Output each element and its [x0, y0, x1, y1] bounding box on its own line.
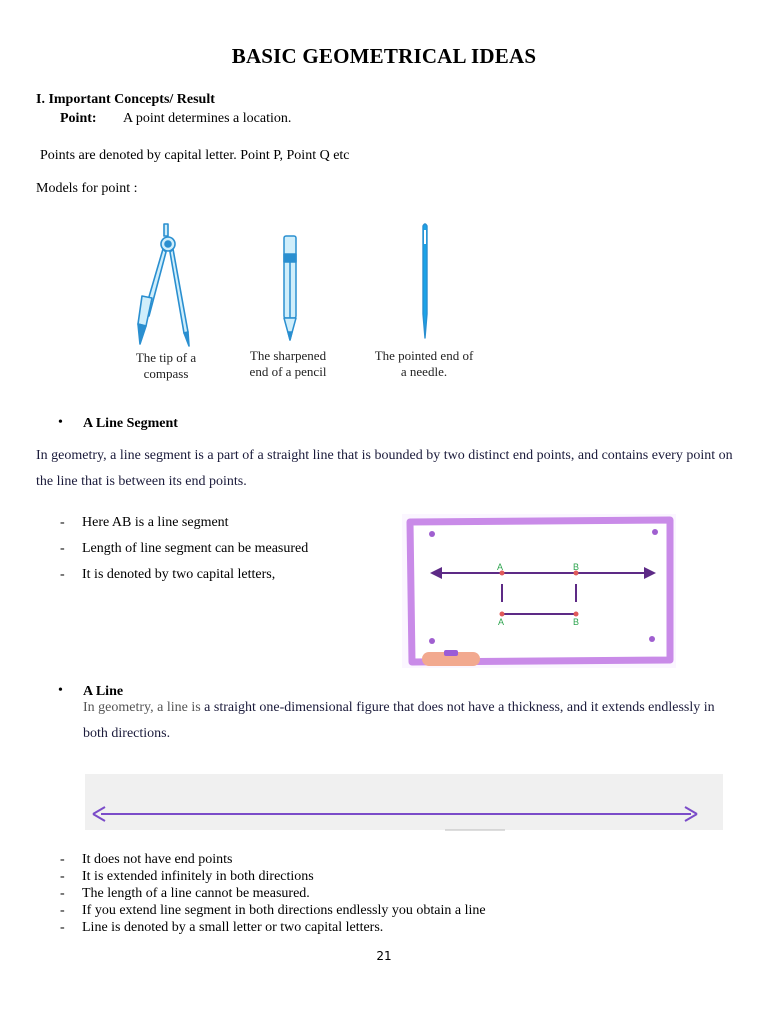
- point-a-bottom: [500, 612, 505, 617]
- pencil-caption: [238, 348, 338, 380]
- needle-caption-line1: The pointed end of: [374, 348, 474, 363]
- page-title: BASIC GEOMETRICAL IDEAS: [231, 44, 537, 68]
- list-item: - Line is denoted by a small letter or two capital letters.: [36, 919, 716, 936]
- section-heading: I. Important Concepts/ Result: [36, 92, 215, 107]
- line-segment-figure: [402, 514, 676, 668]
- board-corner-dot: [429, 531, 435, 537]
- board-corner-dot: [652, 529, 658, 535]
- line-segment-paragraph: In geometry, a line segment is a part of a straight line that is bounded by two distinct end points, and contains every point on the line that is between its end points.: [36, 448, 733, 489]
- pencil-caption-line2: end of a pencil: [249, 364, 327, 379]
- models-heading: Models for point :: [36, 181, 138, 196]
- board-corner-dot: [649, 636, 655, 642]
- point-b-bottom: [574, 612, 579, 617]
- line-segment-heading: A Line Segment: [83, 416, 178, 431]
- line-properties-list: [36, 851, 716, 936]
- line-paragraph-intro: In geometry, a line is: [83, 700, 201, 715]
- line-segment-list: [36, 510, 326, 588]
- label-b-bottom: B: [573, 617, 580, 627]
- list-item: - Length of line segment can be measured: [36, 536, 326, 562]
- point-definition: A point determines a location.: [123, 111, 292, 126]
- bullet-dot: •: [58, 415, 63, 430]
- page-number: 21: [376, 949, 392, 963]
- compass-icon: [128, 222, 200, 350]
- list-item: - It does not have end points: [36, 851, 716, 868]
- list-item: - Here AB is a line segment: [36, 510, 326, 536]
- list-item: - It is denoted by two capital letters,: [36, 562, 326, 588]
- line-heading: A Line: [83, 684, 124, 699]
- compass-caption-line1: The tip of a: [135, 350, 197, 365]
- compass-caption: [126, 350, 206, 382]
- line-paragraph-rest: a straight one-dimensional figure that does not have a thickness, and it extends endlessly in both directions.: [83, 700, 715, 741]
- list-item: - The length of a line cannot be measured.: [36, 885, 716, 902]
- label-a-bottom: A: [498, 617, 505, 627]
- bullet-dot: •: [58, 683, 63, 698]
- line-figure-panel: [85, 774, 723, 830]
- point-notation: Points are denoted by capital letter. Point P, Point Q etc: [40, 148, 350, 163]
- needle-caption-line2: a needle.: [400, 364, 448, 379]
- label-a-top: A: [497, 562, 504, 572]
- list-item: - It is extended infinitely in both directions: [36, 868, 716, 885]
- line-figure: [85, 774, 723, 832]
- board-corner-dot: [429, 638, 435, 644]
- label-b-top: B: [573, 562, 580, 572]
- needle-icon: [418, 222, 432, 340]
- compass-caption-line2: compass: [143, 366, 189, 381]
- needle-caption: [362, 348, 486, 380]
- point-label: Point:: [60, 111, 97, 126]
- list-item: - If you extend line segment in both directions endlessly you obtain a line: [36, 902, 716, 919]
- line-paragraph: [83, 695, 733, 747]
- pencil-icon: [280, 232, 300, 344]
- pencil-caption-line1: The sharpened: [249, 348, 327, 363]
- board-border: [410, 520, 670, 662]
